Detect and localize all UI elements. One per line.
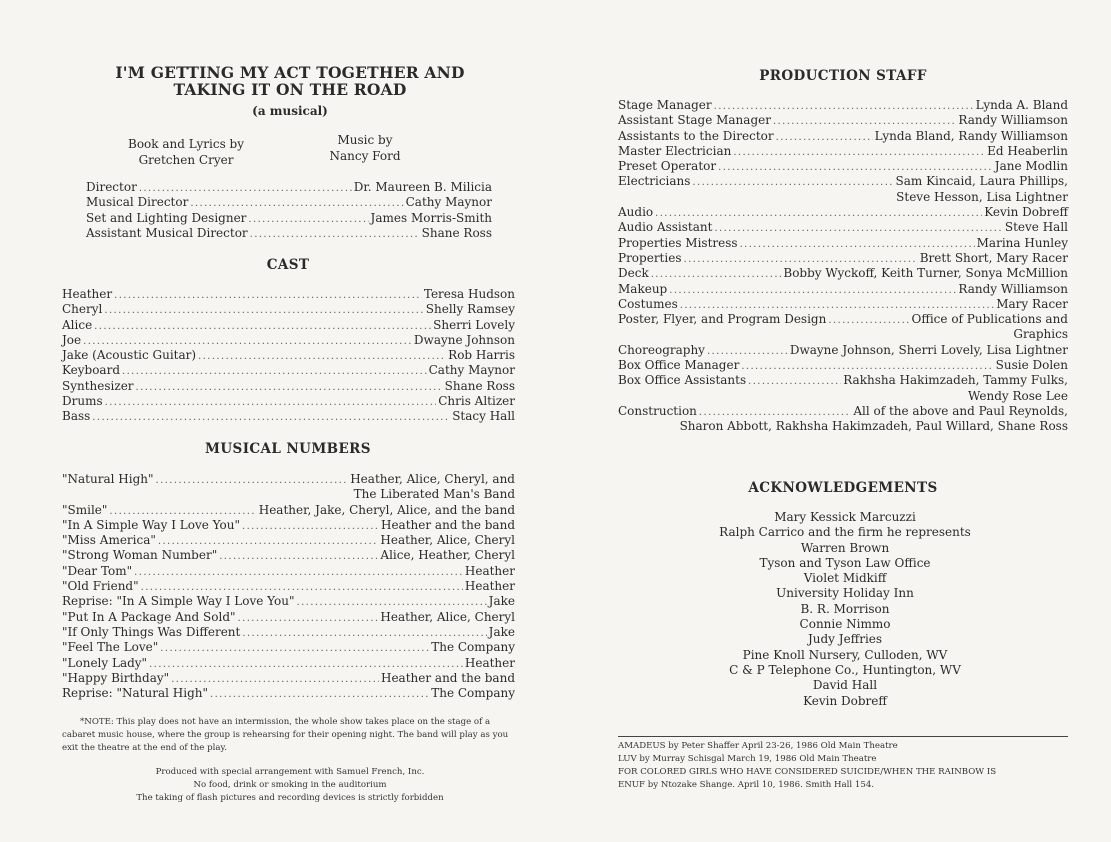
leader-dots [714,101,974,112]
divider [618,736,1068,737]
item-label: "Put In A Package And Sold" [62,609,236,624]
item-label: "Dear Tom" [62,563,133,578]
intermission-note: *NOTE: This play does not have an intermission, the whole show takes place on the stage of a cabaret music house, where the group is rehearsing for their opening night. The band will play as you exit the theatre at the end of the play. [62,717,509,753]
item-label: Jake (Acoustic Guitar) [62,348,197,363]
acknowledgement-item: Violet Midkiff [803,571,887,586]
item-value: Chris Altizer [438,394,515,409]
item-value: Rob Harris [448,348,515,363]
production-notices [90,766,490,805]
item-value: Brett Short, Mary Racer [919,250,1068,265]
list-item [618,373,1068,388]
list-item [62,610,515,625]
leader-dots [669,285,956,296]
list-item [618,236,1068,251]
list-item [62,594,515,609]
production-staff-list [618,98,1068,435]
list-item [62,579,515,594]
item-label: Synthesizer [62,378,134,393]
item-label: Assistant Musical Director [86,225,248,240]
leader-dots [297,597,487,608]
item-label: Audio Assistant [618,220,713,235]
cast-list [62,287,515,425]
item-label: Poster, Flyer, and Program Design [618,312,827,327]
leader-dots [651,269,782,280]
item-value: The Company [431,686,515,701]
item-value: Shane Ross [444,378,515,393]
item-label: Audio [618,205,654,220]
leader-dots [707,346,788,357]
item-value: Jake [488,624,515,639]
leader-dots [714,223,1002,234]
list-item [62,686,515,701]
item-continuation: Sharon Abbott, Rakhsha Hakimzadeh, Paul Willard, Shane Ross [679,419,1068,434]
leader-dots [141,582,463,593]
item-label: Alice [62,317,93,332]
item-value: Office of Publications and [911,312,1068,327]
item-value: Bobby Wyckoff, Keith Turner, Sonya McMillion [783,266,1068,281]
list-item [62,625,515,640]
leader-dots [136,382,443,393]
item-value: Alice, Heather, Cheryl [380,548,515,563]
leader-dots [718,162,993,173]
item-value: Ed Heaberlin [987,143,1068,158]
list-item [618,282,1068,297]
acknowledgement-item: Ralph Carrico and the firm he represents [719,525,971,540]
leader-dots [776,132,873,143]
list-item [86,195,492,210]
music-credit [290,132,440,164]
item-value: Susie Dolen [995,358,1068,373]
item-label: Master Electrician [618,143,732,158]
list-item [62,533,515,548]
book-label: Book and Lyrics by [128,137,244,151]
item-value: Heather, Alice, Cheryl [380,609,515,624]
list-item [62,363,515,378]
item-value: Mary Racer [996,296,1068,311]
item-label: Cheryl [62,302,103,317]
leader-dots [242,521,379,532]
other-show-line: ENUF by Ntozake Shange. April 10, 1986. Smith Hall 154. [618,780,875,790]
item-label: Heather [62,287,113,301]
leader-dots [238,613,379,624]
item-label: Joe [62,332,82,347]
item-value: Jake [488,594,515,609]
acknowledgement-item: Judy Jeffries [807,632,883,647]
list-item [618,144,1068,159]
music-name: Nancy Ford [329,149,401,163]
list-item [62,348,515,363]
item-label: "Lonely Lady" [62,655,148,670]
acknowledgement-item: Mary Kessick Marcuzzi [774,510,916,524]
list-item [618,266,1068,281]
item-label: Deck [618,266,649,281]
leader-dots [741,361,993,372]
acknowledgement-item: Tyson and Tyson Law Office [759,555,931,570]
item-label: Bass [62,409,91,424]
item-label: Drums [62,394,103,409]
list-item [618,174,1068,189]
leader-dots [160,643,429,654]
list-item [62,302,515,317]
item-label: "In A Simple Way I Love You" [62,517,240,532]
list-item [618,312,1068,327]
item-value: Heather [464,579,515,594]
item-label: Reprise: "Natural High" [62,686,209,701]
item-label: Set and Lighting Designer [86,210,247,225]
list-item [62,472,515,487]
leader-dots [109,506,256,517]
list-item [62,287,515,302]
list-item [62,518,515,533]
item-label: Director [86,180,137,194]
item-label: Assistants to the Director [618,128,774,143]
list-item [618,297,1068,312]
item-label: "Strong Woman Number" [62,548,218,563]
item-label: Reprise: "In A Simple Way I Love You" [62,594,295,609]
acknowledgements-heading: ACKNOWLEDGEMENTS [748,480,938,496]
acknowledgement-item: David Hall [812,678,878,693]
leader-dots [139,183,352,194]
leader-dots [680,300,994,311]
list-item [618,404,1068,419]
item-label: "Old Friend" [62,579,139,594]
item-value: Rakhsha Hakimzadeh, Tammy Fulks, [843,373,1068,388]
item-label: Keyboard [62,363,121,378]
leader-dots [92,412,450,423]
leader-dots [219,551,378,562]
item-value: Randy Williamson [958,113,1068,128]
leader-dots [105,397,437,408]
item-value: Sherri Lovely [433,317,515,332]
item-value: Marina Hunley [976,235,1068,250]
leader-dots [104,305,423,316]
item-label: Makeup [618,281,668,296]
leader-dots [158,536,379,547]
list-item [62,564,515,579]
leader-dots [740,239,975,250]
leader-dots [242,628,486,639]
book-name: Gretchen Cryer [138,153,234,167]
leader-dots [773,116,956,127]
item-value: Shane Ross [421,225,492,240]
item-value: Heather [464,655,515,670]
item-label: "If Only Things Was Different [62,624,241,639]
leader-dots [655,208,982,219]
list-item [618,159,1068,174]
item-value: Stacy Hall [452,409,515,424]
item-label: Costumes [618,296,678,311]
item-label: Properties Mistress [618,235,738,250]
list-item [618,220,1068,235]
item-value: The Company [431,640,515,655]
item-value: Heather, Jake, Cheryl, Alice, and the band [258,502,515,517]
acknowledgement-item: B. R. Morrison [800,601,890,616]
item-value: Dwayne Johnson, Sherri Lovely, Lisa Lightner [789,342,1068,357]
leader-dots [748,376,841,387]
item-value: Dwayne Johnson [413,332,515,347]
director-list [86,180,492,241]
leader-dots [83,336,412,347]
leader-dots [248,214,368,225]
item-continuation: The Liberated Man's Band [353,487,515,502]
acknowledgement-item: Connie Nimmo [799,617,891,632]
leader-dots [210,689,429,700]
list-item [86,226,492,241]
list-item [86,180,492,195]
item-label: Box Office Manager [618,358,740,373]
list-item [62,671,515,686]
item-label: Preset Operator [618,159,717,174]
item-continuation: Steve Hesson, Lisa Lightner [896,189,1068,204]
acknowledgement-item: Warren Brown [800,540,890,555]
musical-numbers-heading: MUSICAL NUMBERS [205,441,371,457]
leader-dots [114,290,422,301]
leader-dots [171,674,379,685]
item-value: Cathy Maynor [405,195,492,210]
acknowledgements-list [700,510,990,709]
item-label: Properties [618,250,682,265]
cast-heading: CAST [266,257,310,273]
notice-line: The taking of flash pictures and recording devices is strictly forbidden [136,793,444,803]
leader-dots [134,567,463,578]
item-value: Shelly Ramsey [425,302,515,317]
leader-dots [733,147,985,158]
leader-dots [699,407,851,418]
item-value: Heather [464,563,515,578]
item-value: Randy Williamson [958,281,1068,296]
notice-line: Produced with special arrangement with Samuel French, Inc. [155,767,425,777]
leader-dots [692,177,893,188]
leader-dots [94,321,431,332]
item-label: Construction [618,403,697,418]
list-item [618,358,1068,373]
item-label: Stage Manager [618,98,712,112]
item-label: "Natural High" [62,472,154,486]
book-credit [96,136,276,168]
leader-dots [198,351,446,362]
other-show-line: LUV by Murray Schisgal March 19, 1986 Old Main Theatre [618,754,877,764]
leader-dots [156,475,349,486]
list-item [618,251,1068,266]
item-value: James Morris-Smith [370,210,492,225]
notice-line: No food, drink or smoking in the auditorium [193,780,387,790]
item-value: Jane Modlin [994,159,1068,174]
list-item [62,409,515,424]
list-item [618,98,1068,113]
acknowledgement-item: Pine Knoll Nursery, Culloden, WV [742,647,948,662]
other-show-line: FOR COLORED GIRLS WHO HAVE CONSIDERED SUICIDE/WHEN THE RAINBOW IS [618,767,997,777]
item-label: "Smile" [62,502,108,517]
list-item [62,640,515,655]
item-value: Lynda A. Bland [975,98,1068,112]
item-continuation: Wendy Rose Lee [968,388,1068,403]
item-value: Lynda Bland, Randy Williamson [874,128,1068,143]
item-label: "Miss America" [62,533,156,548]
show-title [110,64,470,98]
list-item [618,205,1068,220]
item-label: Choreography [618,342,705,357]
list-item [62,318,515,333]
list-item [62,503,515,518]
leader-dots [190,198,403,209]
item-value: Sam Kincaid, Laura Phillips, [895,174,1068,189]
title-line-2: TAKING IT ON THE ROAD [173,80,407,99]
item-label: Electricians [618,174,691,189]
leader-dots [149,659,463,670]
list-item [62,394,515,409]
other-shows [618,740,1068,792]
item-label: Box Office Assistants [618,373,747,388]
acknowledgement-item: C & P Telephone Co., Huntington, WV [729,662,961,677]
list-item [618,343,1068,358]
musical-numbers-list [62,472,515,701]
music-label: Music by [337,133,393,147]
item-value: Dr. Maureen B. Milicia [353,180,492,194]
leader-dots [683,254,917,265]
list-item [62,548,515,563]
list-item [62,656,515,671]
item-value: Cathy Maynor [428,363,515,378]
list-item [618,113,1068,128]
leader-dots [250,229,420,240]
list-item [62,333,515,348]
item-continuation: Graphics [1013,327,1068,342]
leader-dots [828,315,909,326]
title-line-1: I'M GETTING MY ACT TOGETHER AND [115,63,465,82]
acknowledgement-item: Kevin Dobreff [803,693,887,708]
production-staff-heading: PRODUCTION STAFF [759,68,927,84]
item-value: Heather, Alice, Cheryl [380,533,515,548]
item-label: "Happy Birthday" [62,670,170,685]
other-show-line: AMADEUS by Peter Shaffer April 23-26, 1986 Old Main Theatre [618,741,898,751]
item-value: Kevin Dobreff [984,205,1068,220]
list-item [618,129,1068,144]
item-value: Heather, Alice, Cheryl, and [350,472,515,486]
item-value: Heather and the band [380,670,515,685]
item-value: Steve Hall [1004,220,1068,235]
acknowledgement-item: University Holiday Inn [776,586,914,601]
item-value: Heather and the band [380,517,515,532]
list-item [86,211,492,226]
leader-dots [122,366,427,377]
show-subtitle: (a musical) [252,104,328,118]
item-value: Teresa Hudson [423,287,515,301]
list-item [62,379,515,394]
item-label: Musical Director [86,195,189,210]
item-label: Assistant Stage Manager [618,113,771,128]
item-value: All of the above and Paul Reynolds, [853,403,1068,418]
item-label: "Feel The Love" [62,640,159,655]
